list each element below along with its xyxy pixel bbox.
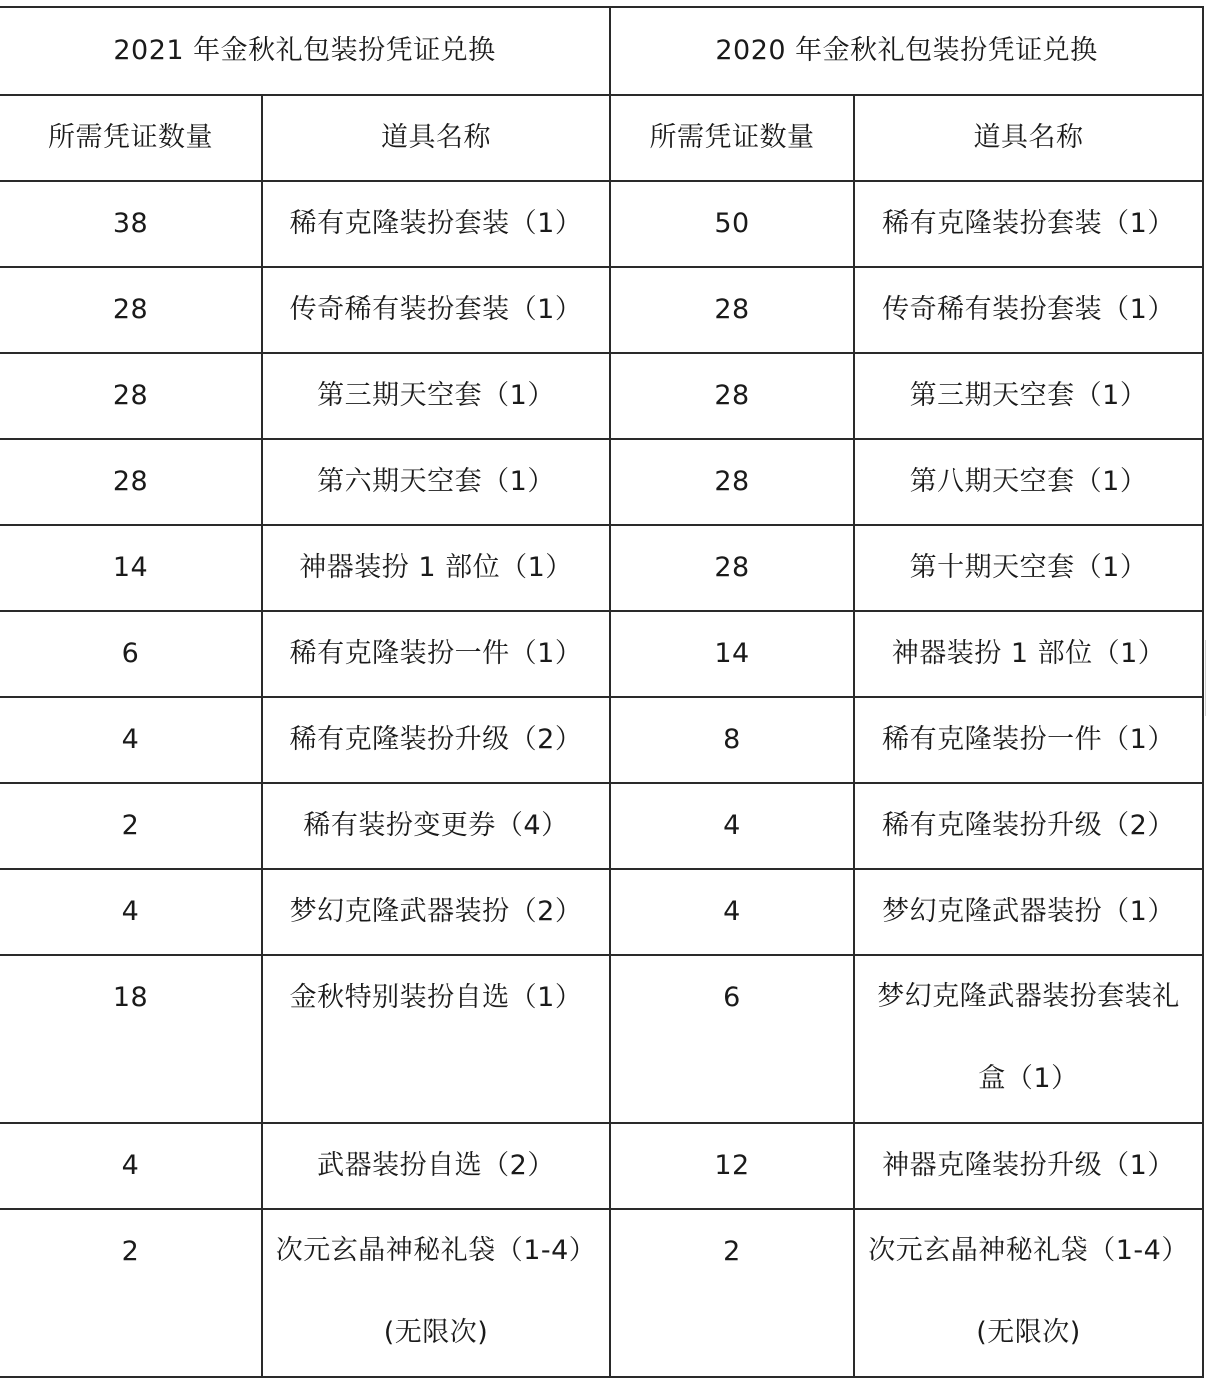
left-count-cell: 6 [0,611,262,697]
left-count-cell: 38 [0,181,262,267]
left-item-cell: 稀有克隆装扮升级（2） [262,697,610,783]
left-count-cell: 4 [0,697,262,783]
left-count-cell: 2 [0,1209,262,1377]
item-name-line: (无限次) [976,1317,1081,1348]
right-count-header: 所需凭证数量 [610,95,854,181]
right-count-cell: 8 [610,697,854,783]
left-count-cell: 2 [0,783,262,869]
left-count-cell: 28 [0,353,262,439]
item-name-line: 盒（1） [978,1063,1079,1094]
table-row [0,783,1203,869]
table-row [0,353,1203,439]
right-count-cell: 28 [610,439,854,525]
right-item-cell: 稀有克隆装扮一件（1） [854,697,1203,783]
left-item-cell: 梦幻克隆武器装扮（2） [262,869,610,955]
right-count-cell: 12 [610,1123,854,1209]
item-name-line: 次元玄晶神秘礼袋（1-4） [868,1235,1189,1266]
left-count-cell: 28 [0,267,262,353]
right-item-cell: 第十期天空套（1） [854,525,1203,611]
table-row [0,439,1203,525]
item-name-line: 次元玄晶神秘礼袋（1-4） [275,1235,597,1266]
right-item-cell: 传奇稀有装扮套装（1） [854,267,1203,353]
right-item-cell [854,1209,1203,1377]
left-count-cell: 18 [0,955,262,1123]
right-item-cell: 第三期天空套（1） [854,353,1203,439]
table-row [0,267,1203,353]
left-count-cell: 4 [0,869,262,955]
table-row [0,1209,1203,1377]
right-count-cell: 2 [610,1209,854,1377]
right-count-cell: 4 [610,783,854,869]
left-item-cell: 第六期天空套（1） [262,439,610,525]
left-item-cell: 稀有装扮变更券（4） [262,783,610,869]
right-item-cell: 梦幻克隆武器装扮（1） [854,869,1203,955]
left-item-cell: 稀有克隆装扮套装（1） [262,181,610,267]
item-name-line: (无限次) [383,1317,489,1348]
exchange-table [0,6,1204,1378]
right-item-cell: 神器装扮 1 部位（1） [854,611,1203,697]
table-row [0,611,1203,697]
left-item-cell [262,1209,610,1377]
right-item-cell: 神器克隆装扮升级（1） [854,1123,1203,1209]
right-count-cell: 14 [610,611,854,697]
left-count-cell: 4 [0,1123,262,1209]
right-item-cell [854,955,1203,1123]
item-name-line: 梦幻克隆武器装扮套装礼 [877,981,1180,1012]
right-count-cell: 6 [610,955,854,1123]
table-row [0,1123,1203,1209]
right-count-cell: 28 [610,525,854,611]
table-row [0,869,1203,955]
table-row [0,955,1203,1123]
left-item-cell: 神器装扮 1 部位（1） [262,525,610,611]
right-count-cell: 50 [610,181,854,267]
title-row [0,7,1203,95]
left-count-cell: 28 [0,439,262,525]
right-count-cell: 28 [610,267,854,353]
left-count-header: 所需凭证数量 [0,95,262,181]
right-count-cell: 4 [610,869,854,955]
left-item-cell: 第三期天空套（1） [262,353,610,439]
left-item-cell: 传奇稀有装扮套装（1） [262,267,610,353]
table-row [0,181,1203,267]
right-count-cell: 28 [610,353,854,439]
left-item-header: 道具名称 [262,95,610,181]
left-item-cell: 金秋特别装扮自选（1） [262,955,610,1123]
right-item-cell: 第八期天空套（1） [854,439,1203,525]
table-row [0,525,1203,611]
left-item-cell: 武器装扮自选（2） [262,1123,610,1209]
page-edge-divider [1205,640,1212,716]
right-item-header: 道具名称 [854,95,1203,181]
left-item-cell: 稀有克隆装扮一件（1） [262,611,610,697]
header-row [0,95,1203,181]
right-table-title: 2020 年金秋礼包装扮凭证兑换 [610,7,1203,95]
table-row [0,697,1203,783]
left-table-title: 2021 年金秋礼包装扮凭证兑换 [0,7,610,95]
left-count-cell: 14 [0,525,262,611]
right-item-cell: 稀有克隆装扮升级（2） [854,783,1203,869]
right-item-cell: 稀有克隆装扮套装（1） [854,181,1203,267]
